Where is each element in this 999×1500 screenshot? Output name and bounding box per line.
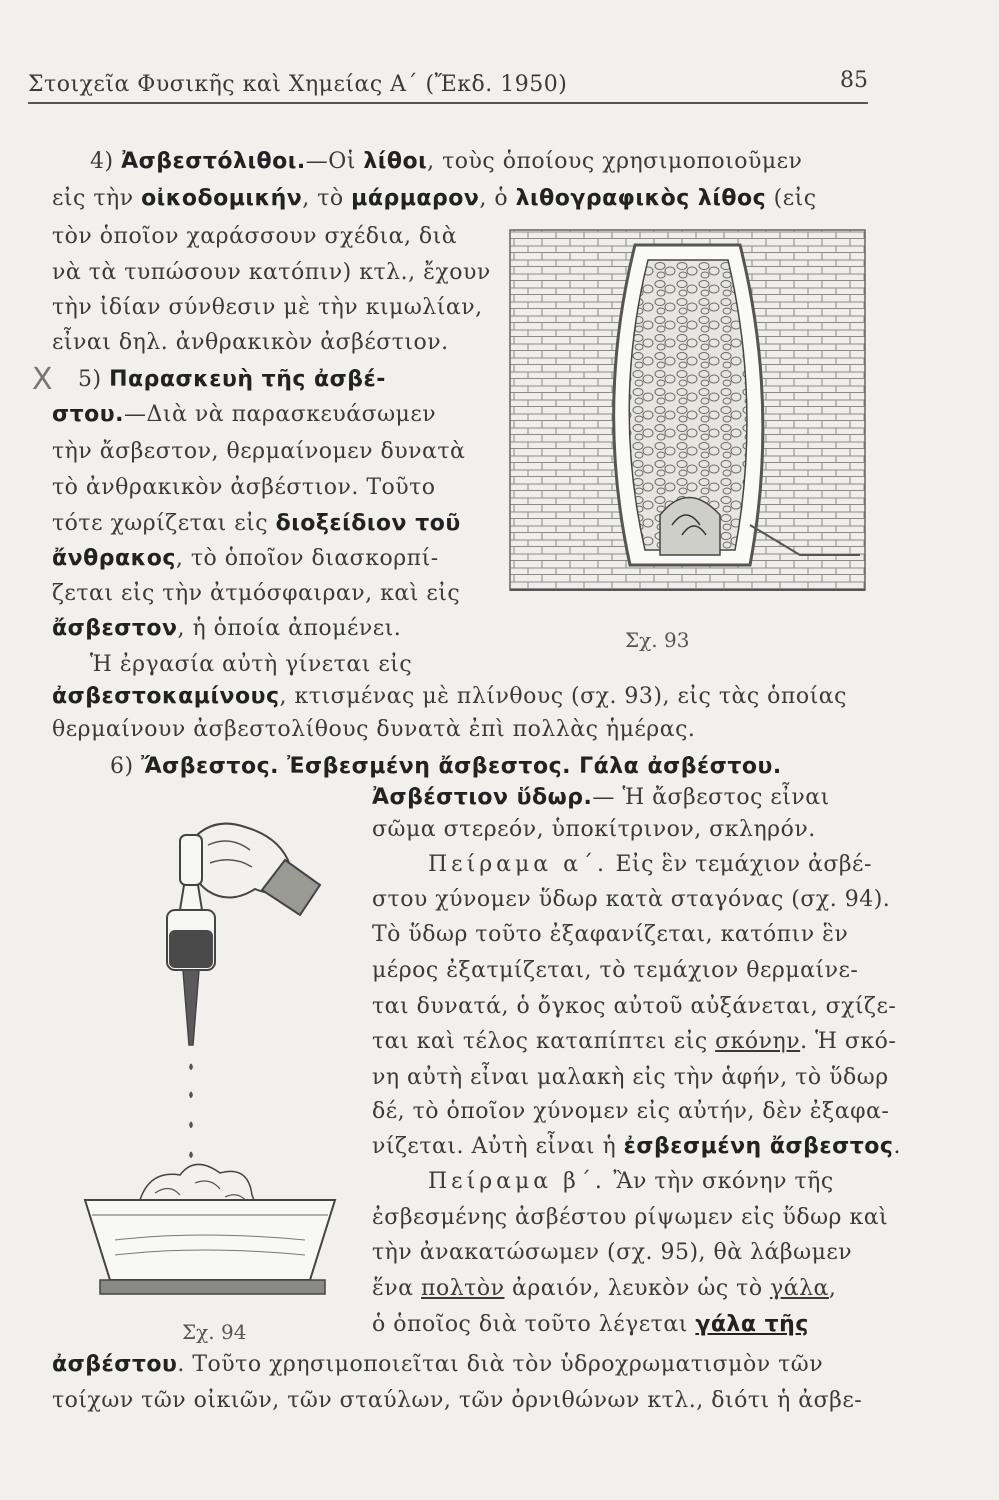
bold-term: ἄσβεστον <box>52 616 178 641</box>
bold-term: διοξείδιον τοῦ <box>275 511 461 536</box>
text: Εἰς ἓν τεμάχιον ἀσβέ- <box>608 852 872 877</box>
s4-line-5: τὴν ἰδίαν σύνθεσιν μὲ τὴν κιμωλίαν, <box>52 295 483 320</box>
s5-line-1 <box>78 365 386 395</box>
s6-pb-line-6 <box>52 1350 823 1380</box>
text: —Διὰ νὰ παρασκευάσωμεν <box>124 402 437 427</box>
s6-line-2 <box>372 783 830 813</box>
text: ἕνα <box>372 1276 422 1301</box>
bold-term: οἰκοδομικήν <box>141 186 303 211</box>
text: , κτισμένας μὲ πλίνθους (σχ. 93), εἰς τὰς ὁποίας <box>279 684 847 709</box>
section-heading: Ἄσβεστος. Ἐσβεσμένη ἄσβεστος. Γάλα ἀσβέστου. <box>141 754 782 779</box>
s6-pa-line-1 <box>428 850 872 880</box>
s4-line-6: εἶναι δηλ. ἀνθρακικὸν ἀσβέστιον. <box>52 330 449 355</box>
s6-pa-line-9 <box>372 1132 901 1162</box>
s5-line-4: τὸ ἀνθρακικὸν ἀσβέστιον. Τοῦτο <box>52 475 436 500</box>
s6-pa-line-8: δέ, τὸ ὁποῖον χύνομεν εἰς αὐτήν, δὲν ἐξαφα- <box>372 1099 890 1124</box>
s6-pb-line-5 <box>372 1310 809 1340</box>
s6-pb-line-1 <box>428 1167 834 1197</box>
s6-pa-line-2: στου χύνομεν ὕδωρ κατὰ σταγόνας (σχ. 94). <box>372 887 891 912</box>
text: (εἰς <box>766 186 817 211</box>
bold-term: λίθοι <box>363 149 428 174</box>
text: —Οἱ <box>305 149 364 174</box>
text: — Ἡ ἄσβεστος εἶναι <box>592 785 830 810</box>
figure-94-caption: Σχ. 94 <box>182 1320 247 1344</box>
s6-pa-line-7: νη αὐτὴ εἶναι μαλακὴ εἰς τὴν ἁφήν, τὸ ὕδωρ <box>372 1065 889 1090</box>
text: τότε χωρίζεται εἰς <box>52 511 276 536</box>
page-number: 85 <box>840 68 868 93</box>
bold-term: μάρμαρον <box>351 186 480 211</box>
bold-term: ἐσβεσμένη ἄσβεστος <box>623 1134 894 1159</box>
text: ὁ ὁποῖος διὰ τοῦτο λέγεται <box>372 1312 696 1337</box>
s4-line-4: νὰ τὰ τυπώσουν κατόπιν) κτλ., ἔχουν <box>52 260 491 285</box>
section-heading-cont: Ἀσβέστιον ὕδωρ. <box>372 785 593 810</box>
s4-line-2 <box>52 184 817 214</box>
text: , τὸ <box>302 186 352 211</box>
section-number: 5) <box>78 367 110 392</box>
s6-pb-line-4 <box>372 1274 836 1304</box>
dropper-hand-illustration <box>80 805 350 1315</box>
s6-pa-line-4: μέρος ἐξατμίζεται, τὸ τεμάχιον θερμαίνε- <box>372 958 859 983</box>
s4-line-1 <box>90 147 802 177</box>
s6-pb-line-7: τοίχων τῶν οἰκιῶν, τῶν σταύλων, τῶν ὀρνιθώνων κτλ., διότι ἡ ἀσβε- <box>52 1388 863 1413</box>
lime-kiln-illustration <box>500 225 875 615</box>
underlined-term: πολτὸν <box>421 1276 505 1301</box>
s6-line-1 <box>110 752 782 782</box>
page-header <box>28 68 868 104</box>
text: . Ἡ σκό- <box>800 1029 897 1054</box>
running-title: Στοιχεῖα Φυσικῆς καὶ Χημείας Α΄ (Ἔκδ. 1950) <box>28 72 568 97</box>
s5-line-8 <box>52 614 401 644</box>
text: , τοὺς ὁποίους χρησιμοποιοῦμεν <box>427 149 803 174</box>
experiment-label: Πείραμα α΄. <box>428 852 608 877</box>
text: Ἂν τὴν σκόνην τῆς <box>605 1169 834 1194</box>
text: . <box>893 1134 901 1159</box>
s5-line-3: τὴν ἄσβεστον, θερμαίνομεν δυνατὰ <box>52 439 466 464</box>
experiment-label: Πείραμα β΄. <box>428 1169 606 1194</box>
figure-93-caption: Σχ. 93 <box>625 628 690 652</box>
underlined-term: σκόνην <box>715 1029 801 1054</box>
s6-line-3: σῶμα στερεόν, ὑποκίτρινον, σκληρόν. <box>372 817 816 842</box>
bold-term: γάλα τῆς <box>695 1312 809 1337</box>
section-heading: Παρασκευὴ τῆς ἀσβέ- <box>109 367 386 392</box>
bold-term: ἀσβεστοκαμίνους <box>52 684 280 709</box>
s5-line-2 <box>52 400 436 430</box>
s5-line-9: Ἡ ἐργασία αὐτὴ γίνεται εἰς <box>90 652 413 677</box>
text: . Τοῦτο χρησιμοποιεῖται διὰ τὸν ὑδροχρωματισμὸν τῶν <box>177 1352 824 1377</box>
s6-pa-line-3: Τὸ ὕδωρ τοῦτο ἐξαφανίζεται, κατόπιν ἓν <box>372 922 849 947</box>
margin-mark: X <box>32 362 53 397</box>
s5-line-10 <box>52 682 847 712</box>
bold-term: ἄνθρακος <box>52 546 176 571</box>
s6-pa-line-5: ται δυνατά, ὁ ὄγκος αὐτοῦ αὐξάνεται, σχίζε- <box>372 994 897 1019</box>
s5-line-7: ζεται εἰς τὴν ἀτμόσφαιραν, καὶ εἰς <box>52 581 461 606</box>
s6-pb-line-2: ἐσβεσμένης ἀσβέστου ρίψωμεν εἰς ὕδωρ καὶ <box>372 1205 889 1230</box>
section-heading: Ἀσβεστόλιθοι. <box>121 149 306 174</box>
underlined-term: γάλα <box>770 1276 829 1301</box>
text: ται καὶ τέλος καταπίπτει εἰς <box>372 1029 716 1054</box>
s5-line-5 <box>52 509 461 539</box>
text: , ὁ <box>479 186 516 211</box>
section-number: 6) <box>110 754 142 779</box>
text: , ἡ ὁποία ἀπομένει. <box>177 616 402 641</box>
s5-line-11: θερμαίνουν ἀσβεστολίθους δυνατὰ ἐπὶ πολλὰς ἡμέρας. <box>52 717 696 742</box>
s4-line-3: τὸν ὁποῖον χαράσσουν σχέδια, διὰ <box>52 224 458 249</box>
text: , <box>828 1276 837 1301</box>
section-heading-cont: στου. <box>52 402 125 427</box>
s6-pb-line-3: τὴν ἀνακατώσωμεν (σχ. 95), θὰ λάβωμεν <box>372 1240 853 1265</box>
bold-term: λιθογραφικὸς λίθος <box>515 186 767 211</box>
section-number: 4) <box>90 149 122 174</box>
s5-line-6 <box>52 544 439 574</box>
text: εἰς τὴν <box>52 186 142 211</box>
text: , τὸ ὁποῖον διασκορπί- <box>175 546 439 571</box>
text: ἀραιόν, λευκὸν ὡς τὸ <box>504 1276 771 1301</box>
s6-pa-line-6 <box>372 1027 896 1057</box>
text: νίζεται. Αὐτὴ εἶναι ἡ <box>372 1134 624 1159</box>
bold-term: ἀσβέστου <box>52 1352 178 1377</box>
